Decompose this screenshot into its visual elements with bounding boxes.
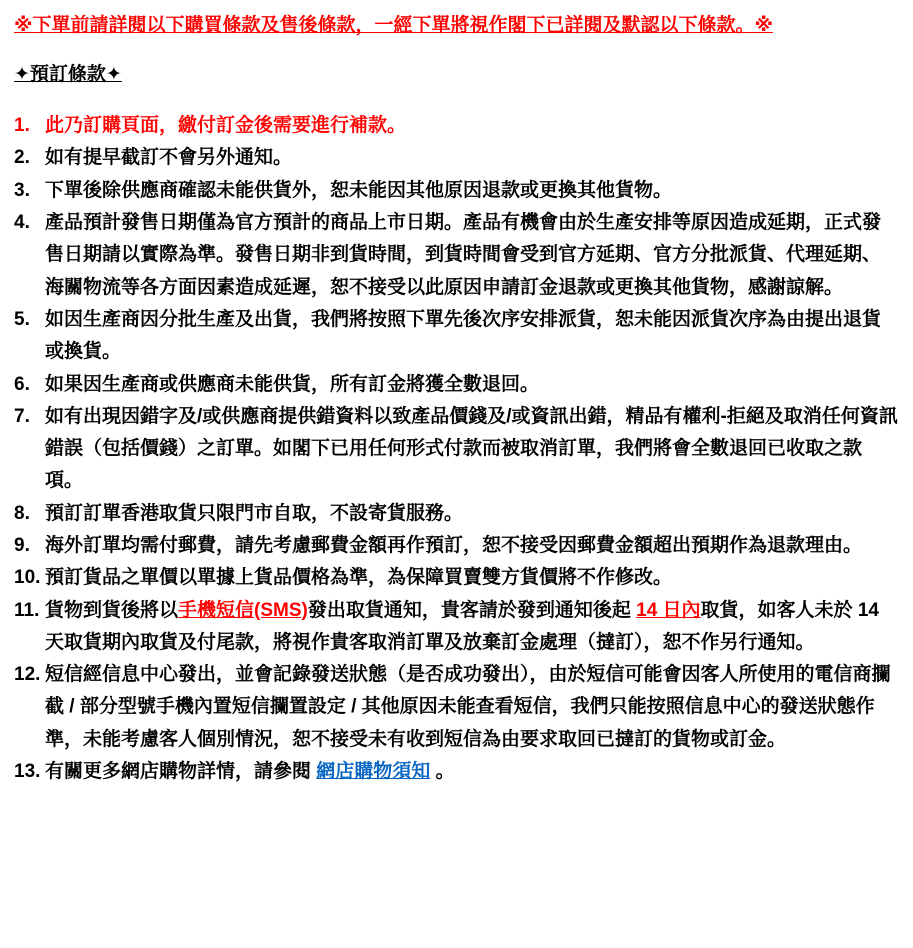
term-text: 如因生產商因分批生產及出貨，我們將按照下單先後次序安排派貨，恕未能因派貨次序為由提出退貨或換貨。 [45, 308, 882, 363]
term-text-segment: 貨物到貨後將以 [45, 599, 179, 621]
term-text: 下單後除供應商確認未能供貨外，恕未能因其他原因退款或更換其他貨物。 [45, 179, 673, 201]
term-text-segment: 取貨，如客人未於 14 天取貨期內取貨及付尾款，將視作貴客取消訂單及放棄訂金處理（撻訂），恕不作另行通知。 [45, 599, 879, 653]
term-number: 10. [14, 567, 41, 589]
term-item-8 [14, 498, 899, 530]
term-text: 海外訂單均需付郵費，請先考慮郵費金額再作預訂，恕不接受因郵費金額超出預期作為退款理由。 [45, 535, 863, 556]
term-number: 5. [14, 308, 30, 330]
term-text [45, 761, 455, 782]
term-item-9 [14, 530, 899, 562]
term-text: 產品預計發售日期僅為官方預計的商品上市日期。產品有機會由於生產安排等原因造成延期，正式發售日期請以實際為準。發售日期非到貨時間，到貨時間會受到官方延期、官方分批派貨、代理延期、海關物流等各方面因素造成延遲，恕不接受以此原因申請訂金退款或更換其他貨物，感謝諒解。 [45, 212, 882, 298]
pickup-deadline-highlight: 14 日內 [636, 599, 701, 621]
term-number: 4. [14, 212, 30, 234]
term-text: 短信經信息中心發出，並會記錄發送狀態（是否成功發出），由於短信可能會因客人所使用的電信商攔截 / 部分型號手機內置短信攔置設定 / 其他原因未能查看短信，我們只能按照信息中心的發送狀態作準，未能考慮客人個別情況，恕不接受未有收到短信為由要求取回已撻訂的貨物或訂金。 [45, 664, 891, 750]
term-text-segment: 發出取貨通知，貴客請於發到通知後起 [307, 599, 637, 621]
term-item-12 [14, 659, 899, 756]
term-item-7 [14, 401, 899, 498]
term-item-6 [14, 369, 899, 401]
term-number: 11. [14, 599, 40, 621]
terms-list [14, 110, 899, 788]
term-number: 12. [14, 664, 41, 686]
term-text: 預訂訂單香港取貨只限門市自取，不設寄貨服務。 [45, 502, 464, 524]
term-item-5 [14, 304, 899, 369]
term-text [45, 600, 879, 653]
term-item-3 [14, 175, 899, 207]
term-text: 預訂貨品之單價以單據上貨品價格為準，為保障買賣雙方貨價將不作修改。 [45, 567, 673, 589]
term-item-4 [14, 207, 899, 304]
term-item-1 [14, 110, 899, 142]
term-number: 9. [14, 535, 30, 556]
term-item-11 [14, 595, 899, 660]
preorder-terms-heading: ✦預訂條款✦ [14, 63, 122, 85]
term-text: 如果因生產商或供應商未能供貨，所有訂金將獲全數退回。 [45, 373, 540, 395]
term-text: 此乃訂購頁面，繳付訂金後需要進行補款。 [45, 115, 407, 137]
term-text-segment: 。 [430, 761, 455, 783]
term-text-segment: 有關更多網店購物詳情，請參閱 [45, 761, 317, 783]
shop-guide-link[interactable]: 網店購物須知 [316, 761, 431, 783]
term-item-2 [14, 142, 899, 174]
term-number: 3. [14, 179, 30, 201]
term-number: 13. [14, 761, 41, 783]
term-number: 2. [14, 147, 30, 169]
term-text: 如有提早截訂不會另外通知。 [45, 147, 293, 169]
term-text: 如有出現因錯字及/或供應商提供錯資料以致產品價錢及/或資訊出錯，精品有權利-拒絕及取消任何資訊錯誤（包括價錢）之訂單。如閣下已用任何形式付款而被取消訂單，我們將會全數退回已收取之款項。 [45, 405, 898, 492]
sms-pickup-highlight: 手機短信(SMS) [178, 599, 308, 621]
purchase-notice-title: ※下單前請詳閱以下購買條款及售後條款，一經下單將視作閣下已詳閱及默認以下條款。※ [14, 15, 773, 36]
term-number: 8. [14, 502, 30, 524]
term-item-10 [14, 562, 899, 594]
term-number: 7. [14, 405, 30, 427]
term-number: 6. [14, 373, 30, 395]
term-number: 1. [14, 115, 30, 137]
term-item-13 [14, 756, 899, 788]
